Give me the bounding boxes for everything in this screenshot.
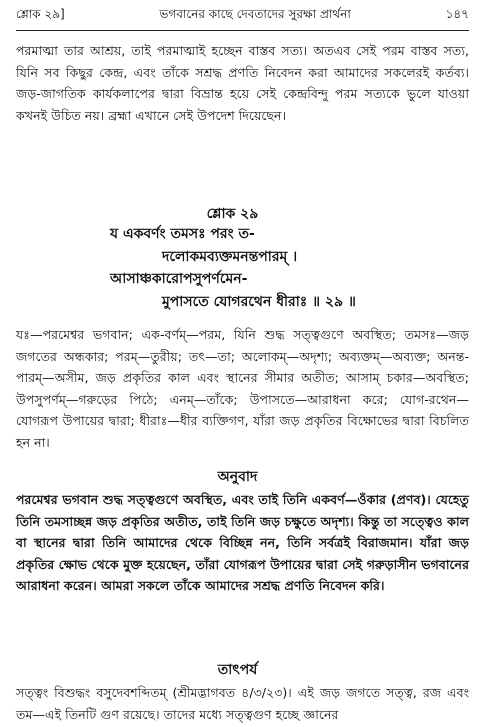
header-page-number: ১৪৭ — [445, 7, 469, 21]
header-verse-ref: শ্লোক ২৯] — [16, 7, 65, 21]
verse-line-2: দলোকমব্যক্তমনন্তপারম্ । — [162, 249, 298, 265]
verse-title: শ্লোক ২৯ — [206, 206, 259, 222]
intro-paragraph: পরমাত্মা তার আশ্রয়, তাই পরমাত্মাই হচ্ছেন বাস্তব সত্য। অতএব সেই পরম বাস্তব সত্য, যিনি সব কিছুর কেন্দ্র, এবং তাঁকে সশ্রদ্ধ প্রণতি নিবেদন করা আমাদের সকলেরই কর্তব্য। জড়-জাগতিক কার্যকলাপের দ্বারা বিভ্রান্ত হয়ে সেই কেন্দ্রবিন্দু পরম সত্যকে ভুলে যাওয়া কখনই উচিত নয়। ব্রহ্মা এখানে সেই উপদেশ দিয়েছেন। — [16, 43, 469, 123]
header-chapter-title: ভগবানের কাছে দেবতাদের সুরক্ষা প্রার্থনা — [159, 7, 351, 21]
purport-paragraph: সত্ত্বং বিশুদ্ধং বসুদেবশব্দিতম্ (শ্রীমদ্ভাগবত ৪/৩/২৩)। এই জড় জগতে সত্ত্ব, রজ এবং তম—এই তিনটি গুণ রয়েছে। তাদের মধ্যে সত্ত্বগুণ হচ্ছে জ্ঞানের — [16, 685, 469, 722]
translation-title: অনুবাদ — [217, 469, 258, 485]
synonyms-paragraph: যঃ—পরমেশ্বর ভগবান; এক-বর্ণম্—পরম, যিনি শুদ্ধ সত্ত্বগুণে অবস্থিত; তমসঃ—জড় জগতের অন্ধকার; পরম্—তুরীয়; তৎ—তা; অলোকম্—অদৃশ্য; অব্যক্তম্—অব্যক্ত; অনন্ত-পারম্—অসীম, জড় প্রকৃতির কাল এবং স্থানের সীমার অতীত; আসাম্ চকার—অবস্থিত; উপসুপর্ণম্—গরুড়ের পিঠে; এনম্—তাঁকে; উপাসতে—আরাধনা করে; যোগ-রথেন—যোগরূপ উপায়ের দ্বারা; ধীরাঃ—ধীর ব্যক্তিগণ, যাঁরা জড় প্রকৃতির বিক্ষোভের দ্বারা বিচলিত হন না। — [16, 327, 469, 450]
verse-line-3: আসাঞ্চকারোপসুপর্ণমেন- — [110, 271, 248, 287]
verse-line-4: মুপাসতে যোগরথেন ধীরাঃ ॥ ২৯ ॥ — [162, 294, 356, 310]
purport-title: তাৎপর্য — [217, 662, 258, 678]
page-header — [16, 6, 469, 26]
verse-line-1: য একবর্ণং তমসঃ পরং ত- — [110, 226, 255, 242]
translation-paragraph: পরমেশ্বর ভগবান শুদ্ধ সত্ত্বগুণে অবস্থিত, এবং তাই তিনি একবর্ণ—ওঁকার (প্রণব)। যেহেতু তিনি তমসাচ্ছন্ন জড় প্রকৃতির অতীত, তাই তিনি জড় চক্ষুতে অদৃশ্য। কিন্তু তা সত্ত্বেও কাল বা স্থানের দ্বারা তিনি আমাদের থেকে বিচ্ছিন্ন নন, তিনি সর্বত্রই বিরাজমান। যাঁরা জড় প্রকৃতির ক্ষোভ থেকে মুক্ত হয়েছেন, তাঁরা যোগরূপ উপায়ের দ্বারা সেই গরুড়াসীন ভগবানের আরাধনা করেন। আমরা সকলে তাঁকে আমাদের সশ্রদ্ধ প্রণতি নিবেদন করি। — [16, 492, 470, 594]
header-rule — [16, 30, 469, 31]
